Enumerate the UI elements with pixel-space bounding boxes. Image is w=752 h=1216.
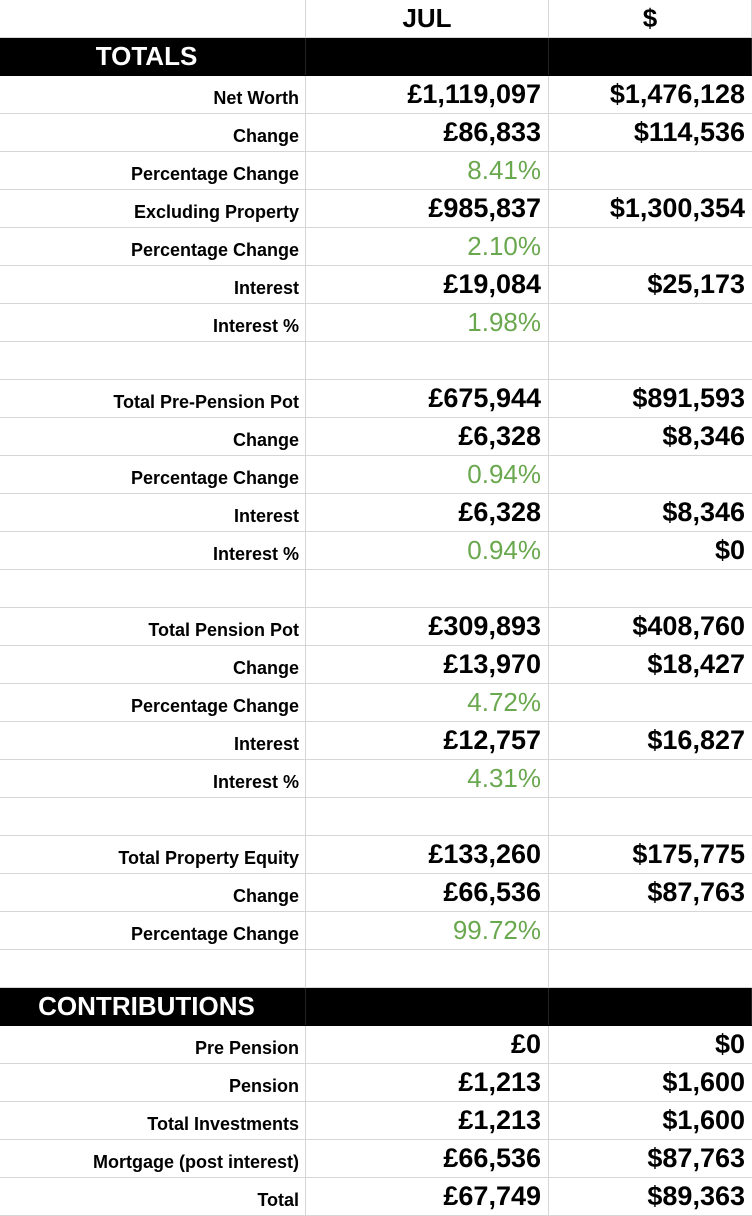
gbp-value-cell[interactable]: £12,757 [306,722,549,759]
row-label-cell[interactable]: Percentage Change [0,684,306,721]
row-label-cell[interactable]: Interest [0,722,306,759]
gbp-value-cell[interactable]: £0 [306,1026,549,1063]
table-row [0,874,752,912]
gbp-value-cell[interactable] [306,570,549,607]
row-label-cell[interactable]: Total [0,1178,306,1215]
table-row [0,266,752,304]
table-row [0,304,752,342]
totals-title[interactable]: TOTALS [0,38,306,75]
row-label-cell[interactable]: Change [0,418,306,455]
gbp-value-cell[interactable]: £6,328 [306,418,549,455]
header-row [0,0,752,38]
gbp-value-cell[interactable]: £13,970 [306,646,549,683]
row-label-cell[interactable]: Interest % [0,760,306,797]
row-label-cell[interactable]: Net Worth [0,76,306,113]
totals-header-cell-usd[interactable] [549,38,752,75]
gbp-value-cell[interactable]: £309,893 [306,608,549,645]
row-label-cell[interactable]: Excluding Property [0,190,306,227]
table-row [0,722,752,760]
usd-value-cell[interactable]: $18,427 [647,649,745,679]
usd-value-cell[interactable]: $87,763 [647,1143,745,1173]
row-label-cell[interactable] [0,570,306,607]
usd-value-cell[interactable]: $891,593 [632,383,745,413]
row-label-cell[interactable]: Interest % [0,304,306,341]
usd-value-cell[interactable]: $1,600 [662,1067,745,1097]
table-row [0,570,752,608]
contributions-header-cell-usd[interactable] [549,988,752,1025]
usd-value-cell[interactable] [549,304,752,341]
usd-value-cell[interactable] [549,912,752,949]
header-cell-jul[interactable]: JUL [306,0,549,37]
row-label-cell[interactable] [0,342,306,379]
usd-value-cell[interactable]: $1,600 [662,1105,745,1135]
gbp-value-cell[interactable]: £19,084 [306,266,549,303]
table-row [0,76,752,114]
totals-header-cell-gbp[interactable] [306,38,549,75]
gbp-value-cell[interactable]: £66,536 [306,1140,549,1177]
table-row [0,418,752,456]
gbp-value-cell[interactable]: £1,213 [306,1102,549,1139]
usd-value-cell[interactable]: $8,346 [662,497,745,527]
row-label-cell[interactable]: Total Pre-Pension Pot [0,380,306,417]
table-row [0,1140,752,1178]
gbp-percent-cell[interactable]: 4.72% [306,684,549,721]
row-label-cell[interactable]: Change [0,874,306,911]
header-cell-usd[interactable]: $ [549,0,752,37]
table-row [0,684,752,722]
row-label-cell[interactable]: Percentage Change [0,152,306,189]
table-row [0,152,752,190]
row-label-cell[interactable]: Total Property Equity [0,836,306,873]
gbp-value-cell[interactable]: £86,833 [306,114,549,151]
table-row [0,1064,752,1102]
table-row [0,760,752,798]
row-label-cell[interactable]: Mortgage (post interest) [0,1140,306,1177]
usd-value-cell[interactable]: $408,760 [632,611,745,641]
gbp-percent-cell[interactable]: 0.94% [306,456,549,493]
gbp-percent-cell[interactable]: 99.72% [306,912,549,949]
usd-value-cell[interactable]: $0 [714,1029,745,1059]
usd-value-cell[interactable]: $1,476,128 [609,79,745,109]
gbp-value-cell[interactable]: £67,749 [306,1178,549,1215]
gbp-percent-cell[interactable]: 4.31% [306,760,549,797]
table-row [0,494,752,532]
table-row [0,228,752,266]
usd-value-cell[interactable] [549,342,752,379]
gbp-percent-cell[interactable]: 1.98% [306,304,549,341]
row-label-cell[interactable]: Change [0,646,306,683]
row-label-cell[interactable]: Pre Pension [0,1026,306,1063]
row-label-cell[interactable] [0,798,306,835]
usd-value-cell[interactable]: $114,536 [633,117,745,147]
row-label-cell[interactable]: Interest [0,266,306,303]
row-label-cell[interactable]: Total Investments [0,1102,306,1139]
usd-value-cell[interactable]: $0 [714,535,745,565]
table-row [0,950,752,988]
table-row [0,114,752,152]
table-row [0,380,752,418]
gbp-value-cell[interactable]: £1,119,097 [306,76,549,113]
usd-value-cell[interactable]: $89,363 [647,1181,745,1211]
gbp-value-cell[interactable]: £1,213 [306,1064,549,1101]
usd-value-cell[interactable] [549,684,752,721]
table-row [0,342,752,380]
gbp-value-cell[interactable]: £66,536 [306,874,549,911]
table-row [0,1178,752,1216]
gbp-percent-cell[interactable]: 0.94% [306,532,549,569]
row-label-cell[interactable]: Change [0,114,306,151]
usd-value-cell[interactable] [549,152,752,189]
contributions-section-header [0,988,752,1026]
row-label-cell[interactable]: Percentage Change [0,228,306,265]
row-label-cell[interactable]: Pension [0,1064,306,1101]
usd-value-cell[interactable]: $87,763 [647,877,745,907]
usd-value-cell[interactable] [549,798,752,835]
gbp-value-cell[interactable]: £6,328 [306,494,549,531]
row-label-cell[interactable]: Percentage Change [0,456,306,493]
row-label-cell[interactable]: Percentage Change [0,912,306,949]
usd-value-cell[interactable]: $25,173 [647,269,745,299]
table-row [0,190,752,228]
usd-value-cell[interactable] [549,950,752,987]
table-row [0,836,752,874]
gbp-value-cell[interactable] [306,798,549,835]
table-row [0,1102,752,1140]
gbp-value-cell[interactable]: £985,837 [306,190,549,227]
usd-value-cell[interactable] [549,456,752,493]
contributions-header-cell-gbp[interactable] [306,988,549,1025]
gbp-value-cell[interactable]: £675,944 [306,380,549,417]
usd-value-cell[interactable] [549,570,752,607]
usd-value-cell[interactable]: $175,775 [632,839,745,869]
table-row [0,798,752,836]
gbp-percent-cell[interactable]: 2.10% [306,228,549,265]
table-row [0,608,752,646]
row-label-cell[interactable]: Interest % [0,532,306,569]
gbp-value-cell[interactable]: £133,260 [306,836,549,873]
contributions-title[interactable]: CONTRIBUTIONS [0,988,306,1025]
usd-value-cell[interactable]: $16,827 [647,725,745,755]
gbp-value-cell[interactable] [306,342,549,379]
row-label-cell[interactable] [0,950,306,987]
usd-value-cell[interactable]: $1,300,354 [609,193,745,223]
usd-value-cell[interactable] [549,760,752,797]
gbp-percent-cell[interactable]: 8.41% [306,152,549,189]
table-row [0,1026,752,1064]
gbp-value-cell[interactable] [306,950,549,987]
usd-value-cell[interactable]: $8,346 [662,421,745,451]
header-cell-label[interactable] [0,0,306,37]
row-label-cell[interactable]: Total Pension Pot [0,608,306,645]
totals-section-header [0,38,752,76]
table-row [0,532,752,570]
table-row [0,912,752,950]
table-row [0,646,752,684]
table-row [0,456,752,494]
row-label-cell[interactable]: Interest [0,494,306,531]
usd-value-cell[interactable] [549,228,752,265]
